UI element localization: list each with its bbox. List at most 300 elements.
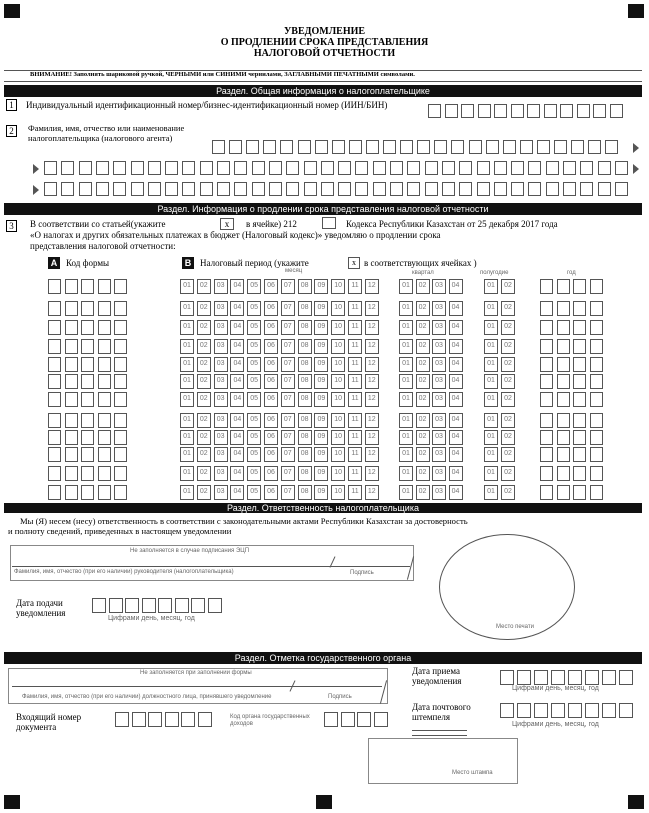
- name-char-cell[interactable]: [332, 140, 345, 154]
- date-digit-cell[interactable]: [585, 670, 599, 685]
- iin-digit-cell[interactable]: [610, 104, 623, 118]
- form-code-cell[interactable]: [48, 339, 61, 354]
- month-checkbox[interactable]: 05: [247, 485, 261, 500]
- month-checkbox[interactable]: 04: [230, 413, 244, 428]
- quarter-checkbox[interactable]: 01: [399, 392, 413, 407]
- name-char-cell[interactable]: [269, 182, 282, 196]
- month-checkbox[interactable]: 10: [331, 447, 345, 462]
- month-checkbox[interactable]: 10: [331, 430, 345, 445]
- name-char-cell[interactable]: [486, 140, 499, 154]
- year-digit-cell[interactable]: [590, 279, 603, 294]
- name-char-cell[interactable]: [182, 182, 195, 196]
- halfyear-checkbox[interactable]: 02: [501, 357, 515, 372]
- month-checkbox[interactable]: 09: [314, 430, 328, 445]
- month-checkbox[interactable]: 12: [365, 374, 379, 389]
- name-char-cell[interactable]: [44, 182, 57, 196]
- month-checkbox[interactable]: 01: [180, 485, 194, 500]
- year-digit-cell[interactable]: [540, 374, 553, 389]
- month-checkbox[interactable]: 03: [214, 447, 228, 462]
- month-checkbox[interactable]: 11: [348, 301, 362, 316]
- month-checkbox[interactable]: 07: [281, 447, 295, 462]
- form-code-cell[interactable]: [81, 392, 94, 407]
- month-checkbox[interactable]: 06: [264, 301, 278, 316]
- year-digit-cell[interactable]: [540, 339, 553, 354]
- incoming-number-cell[interactable]: [132, 712, 146, 727]
- date-digit-cell[interactable]: [125, 598, 139, 613]
- month-checkbox[interactable]: 10: [331, 357, 345, 372]
- form-code-cell[interactable]: [48, 357, 61, 372]
- name-char-cell[interactable]: [503, 140, 516, 154]
- name-char-cell[interactable]: [563, 161, 576, 175]
- year-digit-cell[interactable]: [573, 413, 586, 428]
- month-checkbox[interactable]: 04: [230, 392, 244, 407]
- month-checkbox[interactable]: 04: [230, 466, 244, 481]
- year-digit-cell[interactable]: [590, 374, 603, 389]
- form-code-cell[interactable]: [48, 279, 61, 294]
- name-char-cell[interactable]: [390, 182, 403, 196]
- quarter-checkbox[interactable]: 01: [399, 466, 413, 481]
- date-digit-cell[interactable]: [517, 703, 531, 718]
- name-char-cell[interactable]: [252, 182, 265, 196]
- iin-digit-cell[interactable]: [494, 104, 507, 118]
- article-mark-box[interactable]: x: [220, 218, 234, 230]
- month-checkbox[interactable]: 05: [247, 392, 261, 407]
- form-code-cell[interactable]: [114, 357, 127, 372]
- quarter-checkbox[interactable]: 02: [416, 339, 430, 354]
- quarter-checkbox[interactable]: 04: [449, 413, 463, 428]
- iin-digit-cell[interactable]: [445, 104, 458, 118]
- month-checkbox[interactable]: 07: [281, 320, 295, 335]
- month-checkbox[interactable]: 10: [331, 466, 345, 481]
- month-checkbox[interactable]: 11: [348, 279, 362, 294]
- halfyear-checkbox[interactable]: 01: [484, 320, 498, 335]
- month-checkbox[interactable]: 08: [298, 320, 312, 335]
- month-checkbox[interactable]: 06: [264, 392, 278, 407]
- month-checkbox[interactable]: 04: [230, 485, 244, 500]
- month-checkbox[interactable]: 07: [281, 392, 295, 407]
- year-digit-cell[interactable]: [590, 392, 603, 407]
- form-code-cell[interactable]: [48, 485, 61, 500]
- form-code-cell[interactable]: [65, 392, 78, 407]
- form-code-cell[interactable]: [81, 413, 94, 428]
- month-checkbox[interactable]: 10: [331, 392, 345, 407]
- month-checkbox[interactable]: 03: [214, 392, 228, 407]
- month-checkbox[interactable]: 02: [197, 447, 211, 462]
- form-code-cell[interactable]: [98, 447, 111, 462]
- name-char-cell[interactable]: [200, 161, 213, 175]
- form-code-cell[interactable]: [114, 339, 127, 354]
- month-checkbox[interactable]: 09: [314, 485, 328, 500]
- month-checkbox[interactable]: 01: [180, 374, 194, 389]
- month-checkbox[interactable]: 09: [314, 413, 328, 428]
- name-char-cell[interactable]: [477, 161, 490, 175]
- month-checkbox[interactable]: 01: [180, 301, 194, 316]
- form-code-cell[interactable]: [114, 430, 127, 445]
- name-char-cell[interactable]: [79, 161, 92, 175]
- date-digit-cell[interactable]: [602, 703, 616, 718]
- name-char-cell[interactable]: [425, 182, 438, 196]
- form-code-cell[interactable]: [98, 279, 111, 294]
- month-checkbox[interactable]: 06: [264, 357, 278, 372]
- year-digit-cell[interactable]: [557, 413, 570, 428]
- name-char-cell[interactable]: [165, 182, 178, 196]
- name-char-cell[interactable]: [425, 161, 438, 175]
- form-code-cell[interactable]: [81, 466, 94, 481]
- form-code-cell[interactable]: [114, 447, 127, 462]
- year-digit-cell[interactable]: [557, 279, 570, 294]
- month-checkbox[interactable]: 08: [298, 413, 312, 428]
- name-char-cell[interactable]: [554, 140, 567, 154]
- month-checkbox[interactable]: 09: [314, 320, 328, 335]
- date-digit-cell[interactable]: [191, 598, 205, 613]
- month-checkbox[interactable]: 07: [281, 413, 295, 428]
- name-char-cell[interactable]: [615, 182, 628, 196]
- month-checkbox[interactable]: 11: [348, 357, 362, 372]
- tax-code-cell[interactable]: [357, 712, 371, 727]
- name-char-cell[interactable]: [148, 161, 161, 175]
- halfyear-checkbox[interactable]: 01: [484, 279, 498, 294]
- quarter-checkbox[interactable]: 02: [416, 374, 430, 389]
- quarter-checkbox[interactable]: 03: [432, 320, 446, 335]
- date-digit-cell[interactable]: [534, 670, 548, 685]
- quarter-checkbox[interactable]: 04: [449, 339, 463, 354]
- form-code-cell[interactable]: [48, 430, 61, 445]
- year-digit-cell[interactable]: [573, 430, 586, 445]
- year-digit-cell[interactable]: [573, 339, 586, 354]
- month-checkbox[interactable]: 11: [348, 447, 362, 462]
- month-checkbox[interactable]: 08: [298, 339, 312, 354]
- quarter-checkbox[interactable]: 02: [416, 392, 430, 407]
- form-code-cell[interactable]: [114, 374, 127, 389]
- year-digit-cell[interactable]: [557, 339, 570, 354]
- month-checkbox[interactable]: 05: [247, 413, 261, 428]
- name-char-cell[interactable]: [131, 182, 144, 196]
- form-code-cell[interactable]: [98, 301, 111, 316]
- iin-digit-cell[interactable]: [593, 104, 606, 118]
- year-digit-cell[interactable]: [590, 301, 603, 316]
- month-checkbox[interactable]: 08: [298, 374, 312, 389]
- quarter-checkbox[interactable]: 03: [432, 392, 446, 407]
- name-char-cell[interactable]: [580, 161, 593, 175]
- month-checkbox[interactable]: 01: [180, 392, 194, 407]
- form-code-cell[interactable]: [65, 339, 78, 354]
- year-digit-cell[interactable]: [540, 301, 553, 316]
- name-char-cell[interactable]: [263, 140, 276, 154]
- name-char-cell[interactable]: [407, 182, 420, 196]
- quarter-checkbox[interactable]: 03: [432, 279, 446, 294]
- date-digit-cell[interactable]: [619, 703, 633, 718]
- month-checkbox[interactable]: 12: [365, 485, 379, 500]
- halfyear-checkbox[interactable]: 01: [484, 447, 498, 462]
- month-checkbox[interactable]: 05: [247, 320, 261, 335]
- name-char-cell[interactable]: [390, 161, 403, 175]
- quarter-checkbox[interactable]: 03: [432, 357, 446, 372]
- month-checkbox[interactable]: 06: [264, 447, 278, 462]
- halfyear-checkbox[interactable]: 01: [484, 466, 498, 481]
- name-char-cell[interactable]: [304, 182, 317, 196]
- name-char-cell[interactable]: [511, 182, 524, 196]
- name-char-cell[interactable]: [605, 140, 618, 154]
- month-checkbox[interactable]: 07: [281, 279, 295, 294]
- quarter-checkbox[interactable]: 02: [416, 357, 430, 372]
- month-checkbox[interactable]: 04: [230, 301, 244, 316]
- name-char-cell[interactable]: [269, 161, 282, 175]
- name-char-cell[interactable]: [459, 161, 472, 175]
- iin-digit-cell[interactable]: [527, 104, 540, 118]
- form-code-cell[interactable]: [81, 339, 94, 354]
- halfyear-checkbox[interactable]: 01: [484, 357, 498, 372]
- quarter-checkbox[interactable]: 02: [416, 279, 430, 294]
- name-char-cell[interactable]: [338, 182, 351, 196]
- month-checkbox[interactable]: 05: [247, 430, 261, 445]
- month-checkbox[interactable]: 03: [214, 466, 228, 481]
- name-char-cell[interactable]: [304, 161, 317, 175]
- month-checkbox[interactable]: 05: [247, 279, 261, 294]
- month-checkbox[interactable]: 09: [314, 301, 328, 316]
- halfyear-checkbox[interactable]: 02: [501, 430, 515, 445]
- halfyear-checkbox[interactable]: 02: [501, 320, 515, 335]
- quarter-checkbox[interactable]: 03: [432, 374, 446, 389]
- halfyear-checkbox[interactable]: 02: [501, 301, 515, 316]
- month-checkbox[interactable]: 07: [281, 466, 295, 481]
- name-char-cell[interactable]: [234, 182, 247, 196]
- year-digit-cell[interactable]: [573, 374, 586, 389]
- year-digit-cell[interactable]: [590, 430, 603, 445]
- year-digit-cell[interactable]: [540, 279, 553, 294]
- form-code-cell[interactable]: [98, 374, 111, 389]
- month-checkbox[interactable]: 02: [197, 392, 211, 407]
- form-code-cell[interactable]: [65, 357, 78, 372]
- quarter-checkbox[interactable]: 02: [416, 301, 430, 316]
- quarter-checkbox[interactable]: 03: [432, 301, 446, 316]
- date-digit-cell[interactable]: [534, 703, 548, 718]
- month-checkbox[interactable]: 03: [214, 301, 228, 316]
- name-char-cell[interactable]: [383, 140, 396, 154]
- month-checkbox[interactable]: 01: [180, 339, 194, 354]
- halfyear-checkbox[interactable]: 02: [501, 466, 515, 481]
- quarter-checkbox[interactable]: 03: [432, 466, 446, 481]
- name-char-cell[interactable]: [373, 182, 386, 196]
- form-code-cell[interactable]: [114, 392, 127, 407]
- form-code-cell[interactable]: [98, 339, 111, 354]
- form-code-cell[interactable]: [98, 413, 111, 428]
- year-digit-cell[interactable]: [557, 320, 570, 335]
- date-digit-cell[interactable]: [92, 598, 106, 613]
- month-checkbox[interactable]: 07: [281, 301, 295, 316]
- halfyear-checkbox[interactable]: 02: [501, 392, 515, 407]
- date-digit-cell[interactable]: [500, 703, 514, 718]
- month-checkbox[interactable]: 02: [197, 466, 211, 481]
- form-code-cell[interactable]: [65, 466, 78, 481]
- month-checkbox[interactable]: 02: [197, 320, 211, 335]
- form-code-cell[interactable]: [114, 413, 127, 428]
- year-digit-cell[interactable]: [590, 357, 603, 372]
- quarter-checkbox[interactable]: 01: [399, 485, 413, 500]
- year-digit-cell[interactable]: [573, 447, 586, 462]
- name-char-cell[interactable]: [407, 161, 420, 175]
- year-digit-cell[interactable]: [557, 485, 570, 500]
- form-code-cell[interactable]: [81, 320, 94, 335]
- name-char-cell[interactable]: [349, 140, 362, 154]
- month-checkbox[interactable]: 08: [298, 466, 312, 481]
- month-checkbox[interactable]: 08: [298, 357, 312, 372]
- month-checkbox[interactable]: 09: [314, 447, 328, 462]
- year-digit-cell[interactable]: [540, 357, 553, 372]
- name-char-cell[interactable]: [113, 161, 126, 175]
- month-checkbox[interactable]: 01: [180, 447, 194, 462]
- year-digit-cell[interactable]: [557, 357, 570, 372]
- month-checkbox[interactable]: 11: [348, 485, 362, 500]
- month-checkbox[interactable]: 03: [214, 374, 228, 389]
- month-checkbox[interactable]: 11: [348, 430, 362, 445]
- quarter-checkbox[interactable]: 01: [399, 413, 413, 428]
- iin-digit-cell[interactable]: [577, 104, 590, 118]
- month-checkbox[interactable]: 04: [230, 357, 244, 372]
- month-checkbox[interactable]: 05: [247, 357, 261, 372]
- month-checkbox[interactable]: 12: [365, 466, 379, 481]
- month-checkbox[interactable]: 11: [348, 374, 362, 389]
- year-digit-cell[interactable]: [557, 447, 570, 462]
- name-char-cell[interactable]: [96, 161, 109, 175]
- name-char-cell[interactable]: [520, 140, 533, 154]
- date-digit-cell[interactable]: [142, 598, 156, 613]
- month-checkbox[interactable]: 09: [314, 374, 328, 389]
- month-checkbox[interactable]: 02: [197, 357, 211, 372]
- month-checkbox[interactable]: 03: [214, 339, 228, 354]
- month-checkbox[interactable]: 05: [247, 301, 261, 316]
- form-code-cell[interactable]: [48, 466, 61, 481]
- form-code-cell[interactable]: [81, 357, 94, 372]
- quarter-checkbox[interactable]: 02: [416, 485, 430, 500]
- incoming-number-cell[interactable]: [115, 712, 129, 727]
- name-char-cell[interactable]: [229, 140, 242, 154]
- year-digit-cell[interactable]: [590, 466, 603, 481]
- form-code-cell[interactable]: [81, 301, 94, 316]
- form-code-cell[interactable]: [65, 430, 78, 445]
- month-checkbox[interactable]: 06: [264, 374, 278, 389]
- form-code-cell[interactable]: [48, 301, 61, 316]
- name-char-cell[interactable]: [598, 161, 611, 175]
- form-code-cell[interactable]: [114, 485, 127, 500]
- month-checkbox[interactable]: 02: [197, 279, 211, 294]
- year-digit-cell[interactable]: [590, 413, 603, 428]
- quarter-checkbox[interactable]: 01: [399, 430, 413, 445]
- month-checkbox[interactable]: 12: [365, 447, 379, 462]
- name-char-cell[interactable]: [494, 161, 507, 175]
- name-char-cell[interactable]: [286, 182, 299, 196]
- quarter-checkbox[interactable]: 04: [449, 430, 463, 445]
- quarter-checkbox[interactable]: 04: [449, 279, 463, 294]
- name-char-cell[interactable]: [61, 182, 74, 196]
- form-code-cell[interactable]: [65, 301, 78, 316]
- name-char-cell[interactable]: [477, 182, 490, 196]
- form-code-cell[interactable]: [48, 374, 61, 389]
- month-checkbox[interactable]: 12: [365, 339, 379, 354]
- name-char-cell[interactable]: [79, 182, 92, 196]
- month-checkbox[interactable]: 02: [197, 430, 211, 445]
- name-char-cell[interactable]: [469, 140, 482, 154]
- name-char-cell[interactable]: [373, 161, 386, 175]
- tax-code-cell[interactable]: [374, 712, 388, 727]
- month-checkbox[interactable]: 10: [331, 413, 345, 428]
- name-char-cell[interactable]: [355, 161, 368, 175]
- halfyear-checkbox[interactable]: 02: [501, 413, 515, 428]
- date-digit-cell[interactable]: [208, 598, 222, 613]
- month-checkbox[interactable]: 10: [331, 374, 345, 389]
- date-digit-cell[interactable]: [568, 703, 582, 718]
- quarter-checkbox[interactable]: 01: [399, 279, 413, 294]
- month-checkbox[interactable]: 12: [365, 392, 379, 407]
- year-digit-cell[interactable]: [590, 339, 603, 354]
- quarter-checkbox[interactable]: 03: [432, 430, 446, 445]
- month-checkbox[interactable]: 08: [298, 301, 312, 316]
- month-checkbox[interactable]: 01: [180, 357, 194, 372]
- halfyear-checkbox[interactable]: 02: [501, 339, 515, 354]
- quarter-checkbox[interactable]: 04: [449, 466, 463, 481]
- month-checkbox[interactable]: 10: [331, 279, 345, 294]
- tax-code-cell[interactable]: [324, 712, 338, 727]
- month-checkbox[interactable]: 04: [230, 279, 244, 294]
- quarter-checkbox[interactable]: 01: [399, 374, 413, 389]
- halfyear-checkbox[interactable]: 02: [501, 485, 515, 500]
- year-digit-cell[interactable]: [573, 466, 586, 481]
- name-char-cell[interactable]: [546, 182, 559, 196]
- quarter-checkbox[interactable]: 04: [449, 320, 463, 335]
- name-char-cell[interactable]: [315, 140, 328, 154]
- iin-digit-cell[interactable]: [478, 104, 491, 118]
- year-digit-cell[interactable]: [590, 320, 603, 335]
- year-digit-cell[interactable]: [540, 466, 553, 481]
- form-code-cell[interactable]: [65, 485, 78, 500]
- month-checkbox[interactable]: 02: [197, 339, 211, 354]
- name-char-cell[interactable]: [165, 161, 178, 175]
- month-checkbox[interactable]: 10: [331, 485, 345, 500]
- year-digit-cell[interactable]: [557, 374, 570, 389]
- quarter-checkbox[interactable]: 01: [399, 320, 413, 335]
- month-checkbox[interactable]: 05: [247, 466, 261, 481]
- halfyear-checkbox[interactable]: 01: [484, 374, 498, 389]
- name-char-cell[interactable]: [298, 140, 311, 154]
- name-char-cell[interactable]: [537, 140, 550, 154]
- quarter-checkbox[interactable]: 04: [449, 447, 463, 462]
- name-char-cell[interactable]: [400, 140, 413, 154]
- name-char-cell[interactable]: [417, 140, 430, 154]
- month-checkbox[interactable]: 03: [214, 279, 228, 294]
- month-checkbox[interactable]: 12: [365, 430, 379, 445]
- form-code-cell[interactable]: [114, 320, 127, 335]
- name-char-cell[interactable]: [355, 182, 368, 196]
- quarter-checkbox[interactable]: 04: [449, 392, 463, 407]
- name-char-cell[interactable]: [571, 140, 584, 154]
- month-checkbox[interactable]: 06: [264, 339, 278, 354]
- form-code-cell[interactable]: [98, 466, 111, 481]
- month-checkbox[interactable]: 10: [331, 301, 345, 316]
- date-digit-cell[interactable]: [175, 598, 189, 613]
- name-char-cell[interactable]: [321, 161, 334, 175]
- quarter-checkbox[interactable]: 01: [399, 339, 413, 354]
- name-char-cell[interactable]: [588, 140, 601, 154]
- incoming-number-cell[interactable]: [198, 712, 212, 727]
- year-digit-cell[interactable]: [540, 392, 553, 407]
- halfyear-checkbox[interactable]: 02: [501, 447, 515, 462]
- halfyear-checkbox[interactable]: 01: [484, 392, 498, 407]
- name-char-cell[interactable]: [321, 182, 334, 196]
- date-digit-cell[interactable]: [568, 670, 582, 685]
- name-char-cell[interactable]: [459, 182, 472, 196]
- month-checkbox[interactable]: 03: [214, 320, 228, 335]
- month-checkbox[interactable]: 11: [348, 413, 362, 428]
- name-char-cell[interactable]: [212, 140, 225, 154]
